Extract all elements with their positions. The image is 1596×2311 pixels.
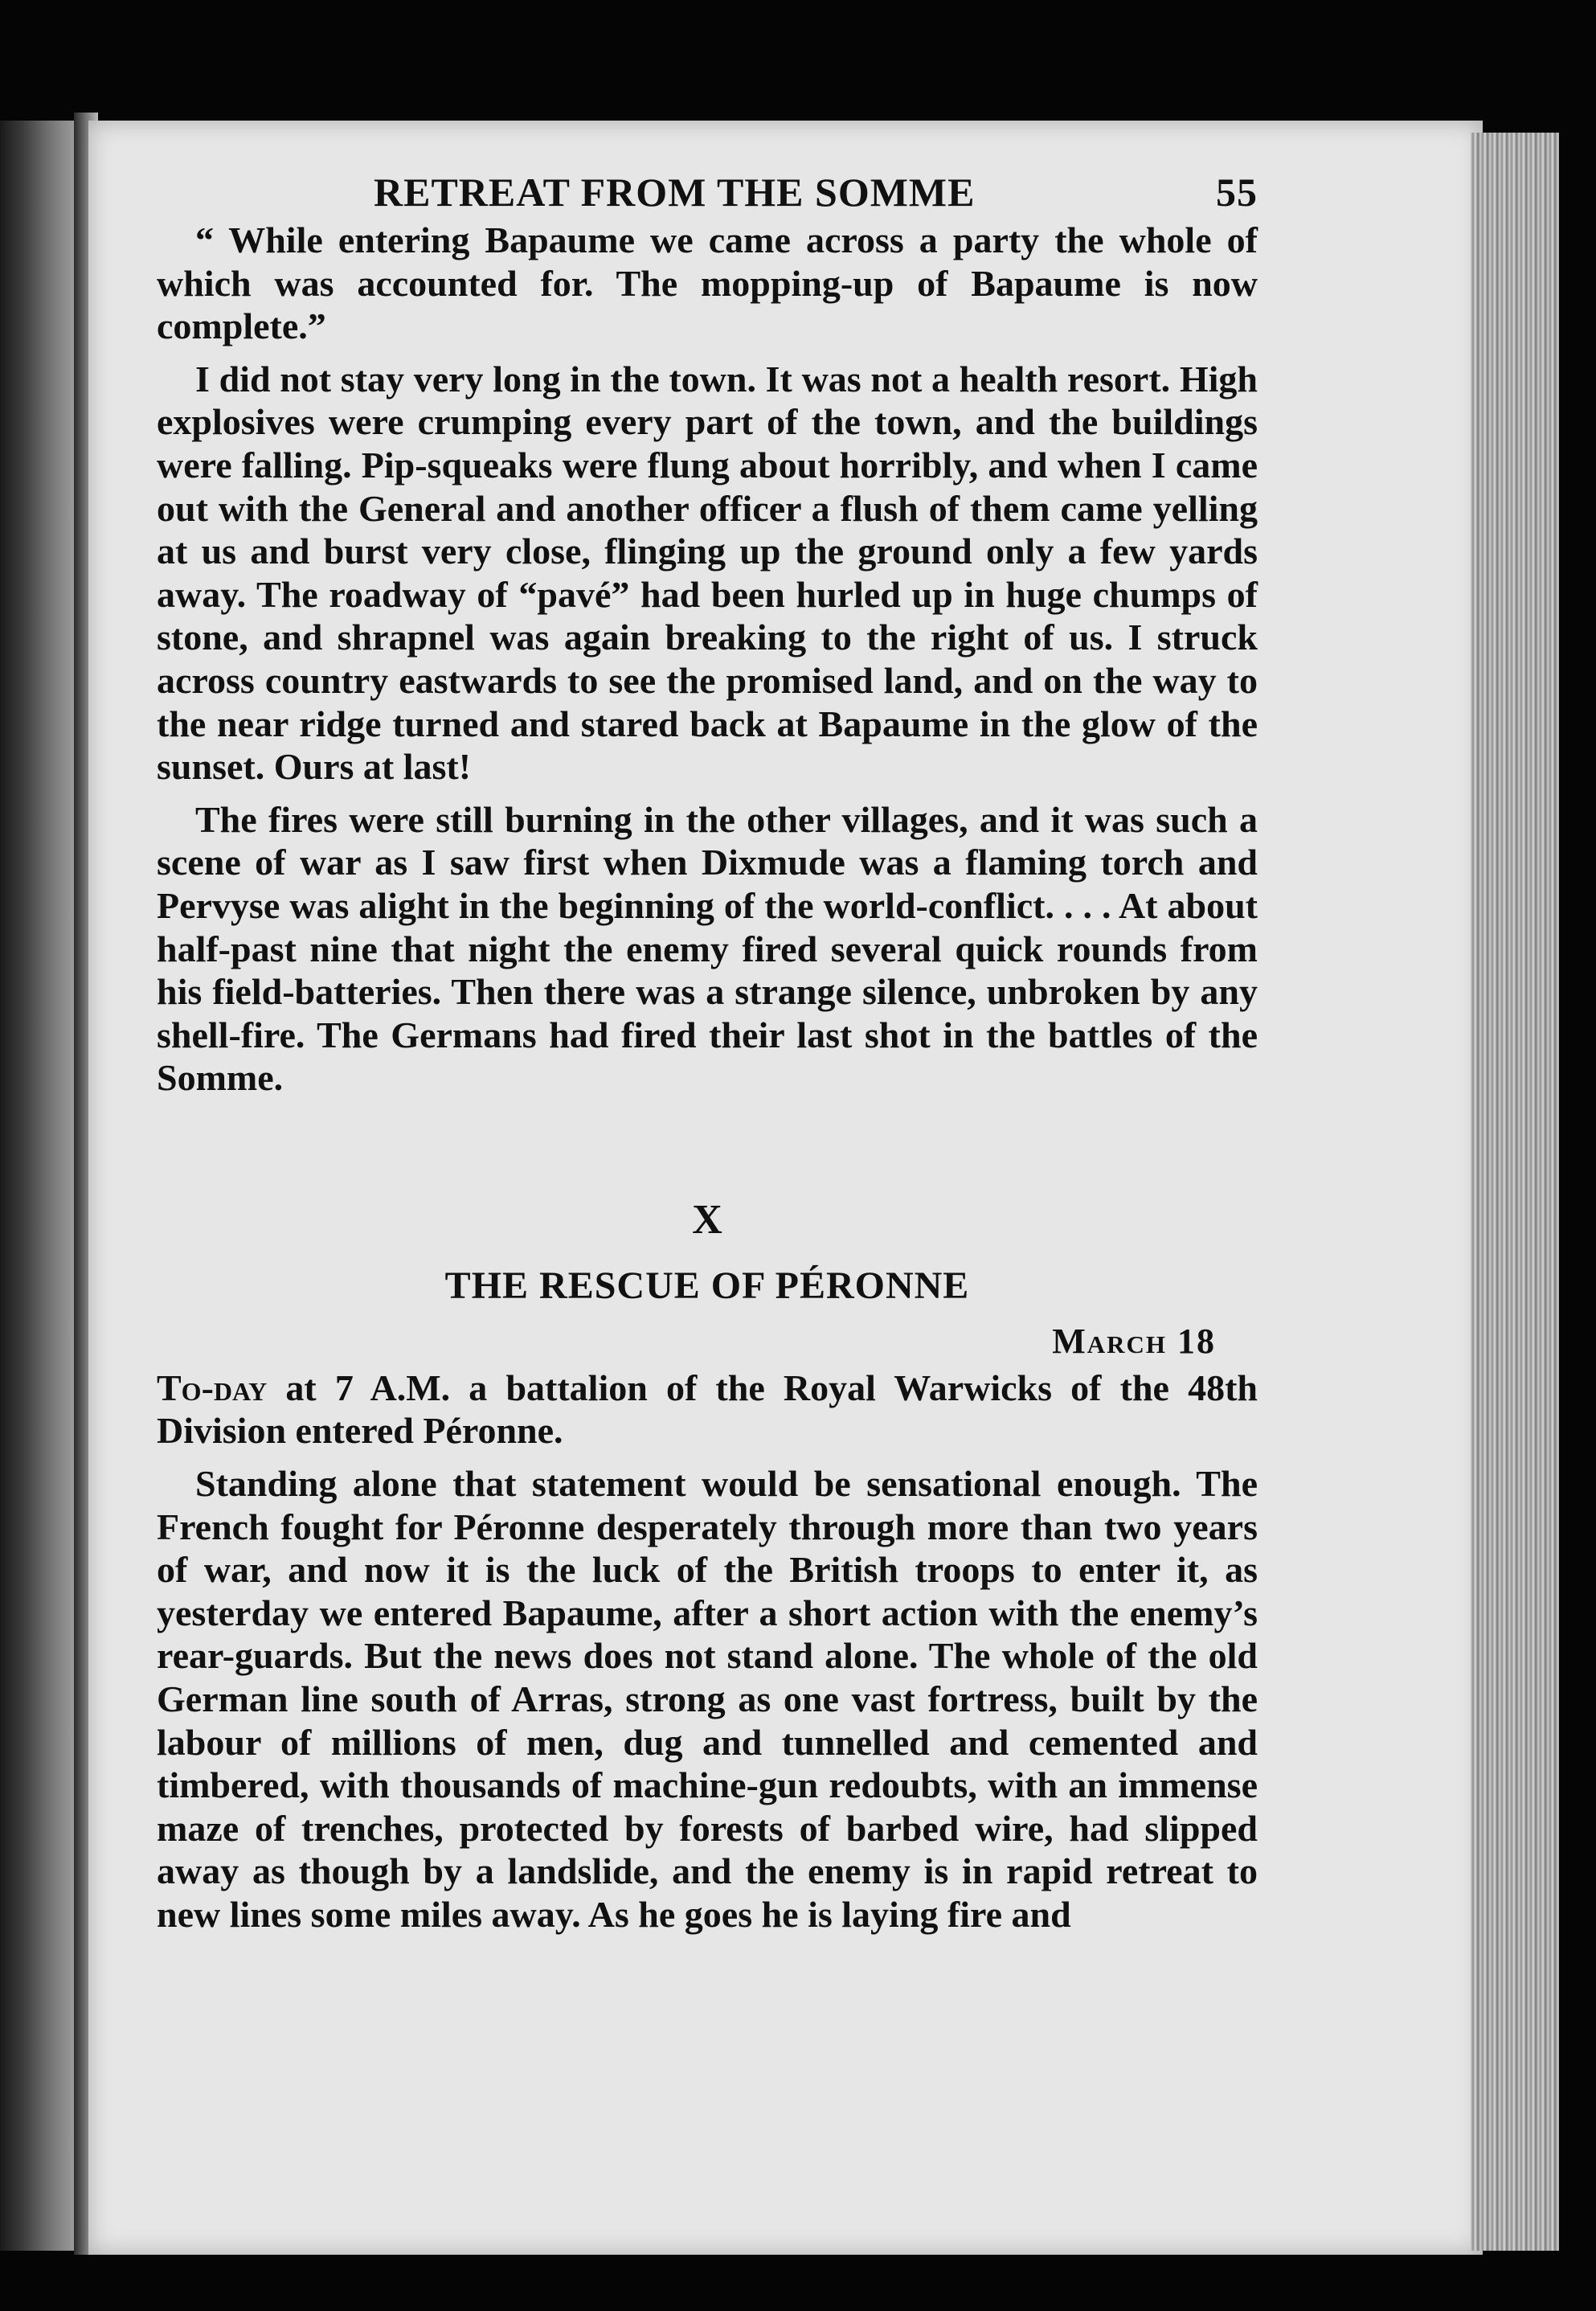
paragraph-quote: “ While entering Bapaume we came across a party the whole of which was accounted for. The mopping-up of Bapaume is now complete.” [157, 219, 1258, 347]
dateline: March 18 [1052, 1321, 1216, 1361]
page-number: 55 [1216, 170, 1258, 215]
running-head [157, 169, 1258, 219]
left-page-edge [0, 121, 74, 2251]
page-edges [1471, 133, 1559, 2251]
opening-lead-words: To-day [157, 1367, 268, 1408]
chapter-title: THE RESCUE OF PÉRONNE [444, 1264, 970, 1307]
paragraph-town: I did not stay very long in the town. It was not a health resort. High explosives were crumping every part of the town, and the buildings were falling. Pip-squeaks were flung about horribly, and when I came out with the General and another officer a flush of them came yelling at us and burst very close, flinging up the ground only a few yards away. The roadway of “pavé” had been hurled up in huge chumps of stone, and shrapnel was again breaking to the right of us. I struck across country eastwards to see the promised land, and on the way to the near ridge turned and stared back at Bapaume in the glow of the sunset. Ours at last! [157, 358, 1258, 788]
running-title: RETREAT FROM THE SOMME [374, 170, 976, 215]
chapter-number: X [692, 1196, 722, 1243]
paragraph-fires: The fires were still burning in the other villages, and it was such a scene of war as I saw first when Dixmude was a flaming torch and Pervyse was alight in the beginning of the world-conflict. . . . At about half-past nine that night the enemy fired several quick rounds from his field-batteries. Then there was a strange silence, unbroken by any shell-fire. The Germans had fired their last shot in the battles of the Somme. [157, 798, 1258, 1099]
paragraph-opening [157, 1367, 1258, 1453]
opening-rest: at 7 A.M. a battalion of the Royal Warwicks of the 48th Division entered Péronne. [157, 1367, 1258, 1452]
paragraph-standing-alone: Standing alone that statement would be sensational enough. The French fought for Péronne desperately through more than two years of war, and now it is the luck of the British troops to enter it, as yesterday we entered Bapaume, after a short action with the enemy’s rear-guards. But the news does not stand alone. The whole of the old German line south of Arras, strong as one vast fortress, built by the labour of millions of men, dug and tunnelled and cemented and timbered, with thousands of machine-gun redoubts, with an immense maze of trenches, protected by forests of barbed wire, had slipped away as though by a landslide, and the enemy is in rapid retreat to new lines some miles away. As he goes he is laying fire and [157, 1463, 1258, 1935]
text-block [157, 169, 1258, 1936]
